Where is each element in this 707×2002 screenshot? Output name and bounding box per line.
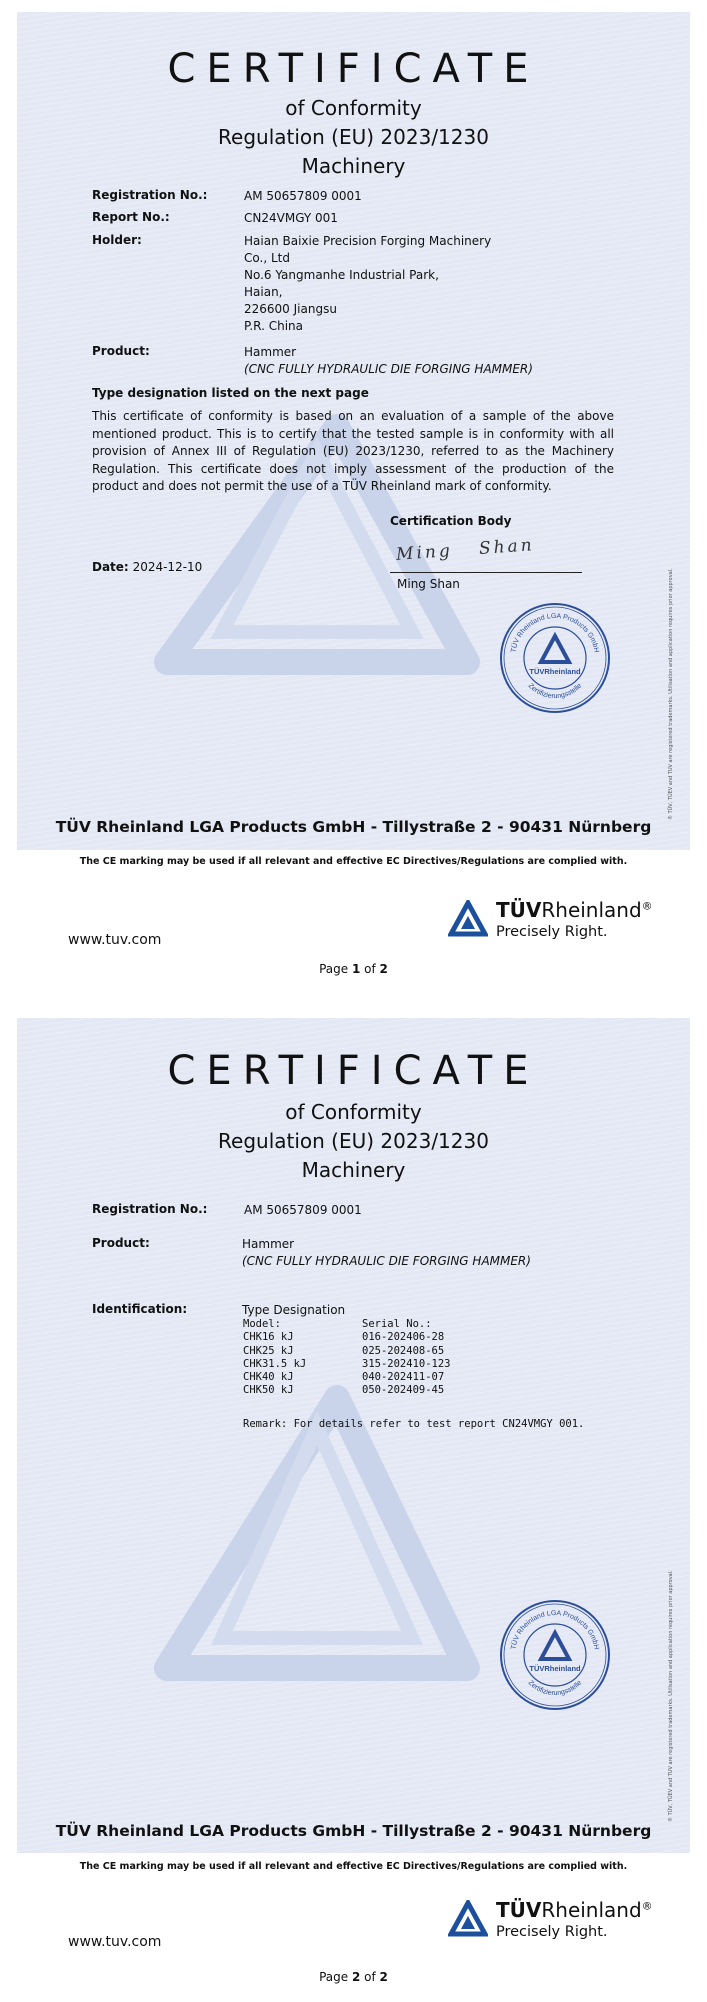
page-number: Page 2 of 2 [319, 1970, 388, 1984]
stamp-top-text: TÜV Rheinland LGA Products GmbH [510, 1609, 600, 1651]
stamp-top-text: TÜV Rheinland LGA Products GmbH [510, 612, 600, 654]
product-description: (CNC FULLY HYDRAULIC DIE FORGING HAMMER) [244, 362, 533, 376]
tuv-rheinland-logo-icon [448, 1900, 488, 1938]
report-label: Report No.: [92, 210, 170, 224]
certificate-page-2 [0, 1012, 707, 2002]
trademark-side-text: ® TÜV, TÜEV and TUV are registered trademarks. Utilisation and application requires prior approval. [668, 1570, 674, 1822]
table-cell-model: CHK25 kJ [243, 1344, 294, 1357]
stamp-center-text: TÜVRheinland [529, 1664, 581, 1673]
svg-text:Zertifizierungsstelle [527, 1679, 584, 1697]
registration-value: AM 50657809 0001 [244, 1203, 362, 1217]
footer-ce-note: The CE marking may be used if all relevant and effective EC Directives/Regulations are complied with. [79, 1861, 628, 1872]
registration-label: Registration No.: [92, 1202, 208, 1216]
certification-body-label: Certification Body [390, 514, 512, 528]
table-cell-serial: 040-202411-07 [362, 1371, 445, 1384]
logo-tagline: Precisely Right. [496, 924, 608, 940]
product-name: Hammer [242, 1237, 295, 1251]
tuv-rheinland-logo-icon [448, 900, 488, 938]
svg-text:Zertifizierungsstelle [527, 682, 584, 700]
product-label: Product: [92, 344, 150, 358]
table-cell-model: CHK40 kJ [243, 1371, 294, 1384]
certificate-title: CERTIFICATE [167, 46, 540, 92]
footer-ce-note: The CE marking may be used if all relevant and effective EC Directives/Regulations are complied with. [79, 856, 628, 867]
signer-name: Ming Shan [397, 577, 460, 591]
stamp-bottom-text: Zertifizierungsstelle [526, 682, 584, 701]
footer-address: TÜV Rheinland LGA Products GmbH - Tillystraße 2 - 90431 Nürnberg [55, 1822, 652, 1840]
page-number: Page 1 of 2 [319, 962, 388, 976]
tuv-rheinland-logo [448, 898, 658, 950]
table-header-serial: Serial No.: [362, 1318, 432, 1330]
date-value: 2024-12-10 [132, 560, 203, 574]
date-label: Date: [92, 560, 129, 574]
table-cell-serial: 050-202409-45 [362, 1384, 445, 1397]
signature-line [390, 572, 582, 573]
report-value: CN24VMGY 001 [244, 211, 338, 225]
product-label: Product: [92, 1236, 150, 1250]
registration-label: Registration No.: [92, 188, 208, 202]
certificate-title: CERTIFICATE [167, 1048, 540, 1094]
stamp-bottom-text: Zertifizierungsstelle [526, 1679, 584, 1698]
identification-label: Identification: [92, 1302, 188, 1316]
tuv-rheinland-logo [448, 1898, 658, 1950]
certification-stamp-icon [497, 600, 613, 716]
holder-line-6: P.R. China [244, 319, 303, 333]
registration-value: AM 50657809 0001 [244, 189, 362, 203]
certificate-subtitle-line-1: of Conformity [285, 96, 422, 120]
table-cell-model: CHK31.5 kJ [243, 1357, 307, 1370]
product-name: Hammer [244, 345, 297, 359]
certificate-subtitle-line-3: Machinery [301, 1158, 406, 1182]
stamp-center-text: TÜVRheinland [529, 667, 581, 676]
remark-text: Remark: For details refer to test report CN24VMGY 001. [243, 1418, 585, 1430]
date-line [92, 560, 202, 574]
holder-line-2: Co., Ltd [244, 251, 290, 265]
table-cell-serial: 315-202410-123 [362, 1357, 451, 1370]
holder-line-4: Haian, [244, 285, 283, 299]
certificate-subtitle-line-3: Machinery [301, 154, 406, 178]
table-cell-serial: 025-202408-65 [362, 1344, 445, 1357]
table-header-model: Model: [243, 1318, 281, 1330]
product-description: (CNC FULLY HYDRAULIC DIE FORGING HAMMER) [242, 1254, 531, 1268]
table-cell-model: CHK16 kJ [243, 1331, 294, 1344]
logo-brand: TÜVRheinland® [496, 1898, 653, 1922]
holder-line-3: No.6 Yangmanhe Industrial Park, [244, 268, 439, 282]
certificate-subtitle-line-1: of Conformity [285, 1100, 422, 1124]
website-link[interactable]: www.tuv.com [68, 932, 162, 948]
holder-line-1: Haian Baixie Precision Forging Machinery [244, 234, 492, 248]
certificate-subtitle-line-2: Regulation (EU) 2023/1230 [218, 1129, 489, 1153]
holder-label: Holder: [92, 233, 142, 247]
trademark-side-text: ® TÜV, TÜEV and TUV are registered trademarks. Utilisation and application requires prior approval. [668, 568, 674, 820]
certificate-subtitle-line-2: Regulation (EU) 2023/1230 [218, 125, 489, 149]
signature: Ming Shan [395, 535, 536, 565]
logo-tagline: Precisely Right. [496, 1924, 608, 1940]
table-cell-serial: 016-202406-28 [362, 1331, 445, 1344]
holder-line-5: 226600 Jiangsu [244, 302, 337, 316]
website-link[interactable]: www.tuv.com [68, 1934, 162, 1950]
type-designation-heading: Type Designation [242, 1303, 346, 1317]
table-cell-model: CHK50 kJ [243, 1384, 294, 1397]
footer-address: TÜV Rheinland LGA Products GmbH - Tillystraße 2 - 90431 Nürnberg [55, 818, 652, 836]
type-designation-note: Type designation listed on the next page [92, 386, 369, 400]
conformity-statement: This certificate of conformity is based on an evaluation of a sample of the above mentioned product. This is to certify that the tested sample is in conformity with all provision of Annex III of Regulation (EU) 2023/1230, referred to as the Machinery Regulation. This certificate does not imply assessment of the production of the product and does not permit the use of a TÜV Rheinland mark of conformity. [92, 409, 614, 493]
logo-brand: TÜVRheinland® [496, 898, 653, 922]
certification-stamp-icon [497, 1597, 613, 1713]
